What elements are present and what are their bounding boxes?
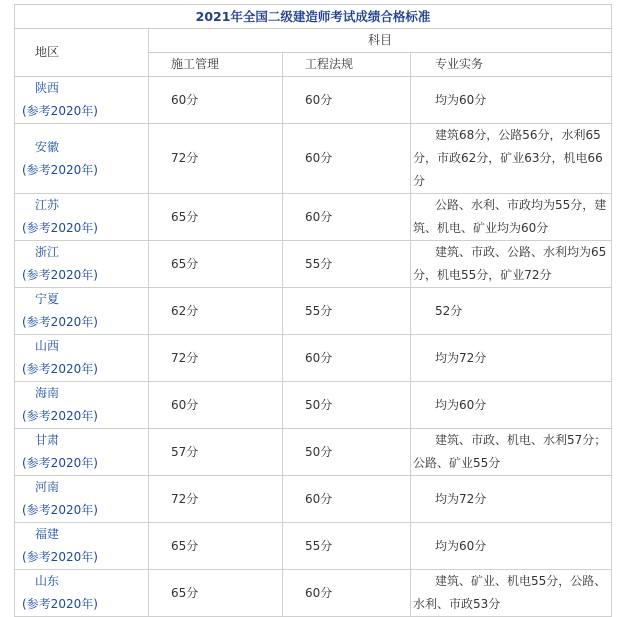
region-cell <box>15 241 149 288</box>
region-link[interactable]: 山东 <box>35 574 60 588</box>
law-score: 60分 <box>283 124 411 194</box>
practice-score: 公路、水利、市政均为55分，建筑、机电、矿业均为60分 <box>411 194 612 241</box>
table-row <box>15 382 612 429</box>
table-row <box>15 241 612 288</box>
title-row <box>15 5 612 29</box>
management-score: 72分 <box>149 476 283 523</box>
region-reference-year[interactable]: (参考2020年) <box>22 597 98 611</box>
table-row <box>15 523 612 570</box>
management-score: 65分 <box>149 241 283 288</box>
table-row <box>15 429 612 476</box>
table-row <box>15 77 612 124</box>
practice-score: 均为72分 <box>411 335 612 382</box>
table-row <box>15 476 612 523</box>
management-score: 60分 <box>149 77 283 124</box>
region-cell <box>15 429 149 476</box>
region-reference-year[interactable]: (参考2020年) <box>22 221 98 235</box>
table-row <box>15 570 612 617</box>
region-reference-year[interactable]: (参考2020年) <box>22 409 98 423</box>
column-header-law: 工程法规 <box>283 53 411 77</box>
region-header: 地区 <box>15 29 149 77</box>
table-body <box>15 5 612 617</box>
header-row <box>15 29 612 53</box>
region-link[interactable]: 江苏 <box>35 198 60 212</box>
table-title: 2021年全国二级建造师考试成绩合格标准 <box>15 5 612 29</box>
practice-score: 建筑、市政、公路、水利均为65分，机电55分，矿业72分 <box>411 241 612 288</box>
law-score: 50分 <box>283 382 411 429</box>
region-cell <box>15 335 149 382</box>
region-link[interactable]: 山西 <box>35 339 60 353</box>
region-reference-year[interactable]: (参考2020年) <box>22 456 98 470</box>
region-cell <box>15 288 149 335</box>
practice-score: 均为72分 <box>411 476 612 523</box>
region-link[interactable]: 宁夏 <box>35 292 60 306</box>
law-score: 55分 <box>283 523 411 570</box>
region-cell <box>15 124 149 194</box>
management-score: 65分 <box>149 523 283 570</box>
practice-score: 均为60分 <box>411 382 612 429</box>
column-header-practice: 专业实务 <box>411 53 612 77</box>
score-standard-table <box>14 4 612 617</box>
practice-score: 建筑、矿业、机电55分，公路、水利、市政53分 <box>411 570 612 617</box>
region-cell <box>15 382 149 429</box>
management-score: 57分 <box>149 429 283 476</box>
subjects-header: 科目 <box>149 29 612 53</box>
practice-score: 均为60分 <box>411 77 612 124</box>
table-row <box>15 194 612 241</box>
law-score: 60分 <box>283 570 411 617</box>
region-link[interactable]: 海南 <box>35 386 60 400</box>
region-cell <box>15 77 149 124</box>
management-score: 60分 <box>149 382 283 429</box>
column-header-management: 施工管理 <box>149 53 283 77</box>
region-link[interactable]: 福建 <box>35 527 60 541</box>
region-reference-year[interactable]: (参考2020年) <box>22 550 98 564</box>
law-score: 50分 <box>283 429 411 476</box>
region-link[interactable]: 陕西 <box>35 81 60 95</box>
law-score: 55分 <box>283 288 411 335</box>
table-row <box>15 288 612 335</box>
management-score: 65分 <box>149 570 283 617</box>
region-reference-year[interactable]: (参考2020年) <box>22 362 98 376</box>
region-reference-year[interactable]: (参考2020年) <box>22 315 98 329</box>
region-cell <box>15 476 149 523</box>
practice-score: 均为60分 <box>411 523 612 570</box>
law-score: 60分 <box>283 194 411 241</box>
region-cell <box>15 570 149 617</box>
region-link[interactable]: 浙江 <box>35 245 60 259</box>
law-score: 60分 <box>283 77 411 124</box>
law-score: 55分 <box>283 241 411 288</box>
management-score: 72分 <box>149 124 283 194</box>
table-row <box>15 124 612 194</box>
region-reference-year[interactable]: (参考2020年) <box>22 162 98 177</box>
region-cell <box>15 194 149 241</box>
management-score: 72分 <box>149 335 283 382</box>
region-reference-year[interactable]: (参考2020年) <box>22 104 98 118</box>
practice-score: 建筑、市政、机电、水利57分；公路、矿业55分 <box>411 429 612 476</box>
region-cell <box>15 523 149 570</box>
region-link[interactable]: 甘肃 <box>35 433 60 447</box>
law-score: 60分 <box>283 335 411 382</box>
management-score: 62分 <box>149 288 283 335</box>
practice-score: 52分 <box>411 288 612 335</box>
table-row <box>15 335 612 382</box>
practice-score: 建筑68分，公路56分，水利65分，市政62分，矿业63分，机电66分 <box>411 124 612 194</box>
region-reference-year[interactable]: (参考2020年) <box>22 268 98 282</box>
region-link[interactable]: 安徽 <box>35 139 60 154</box>
management-score: 65分 <box>149 194 283 241</box>
region-link[interactable]: 河南 <box>35 480 60 494</box>
law-score: 60分 <box>283 476 411 523</box>
region-reference-year[interactable]: (参考2020年) <box>22 503 98 517</box>
